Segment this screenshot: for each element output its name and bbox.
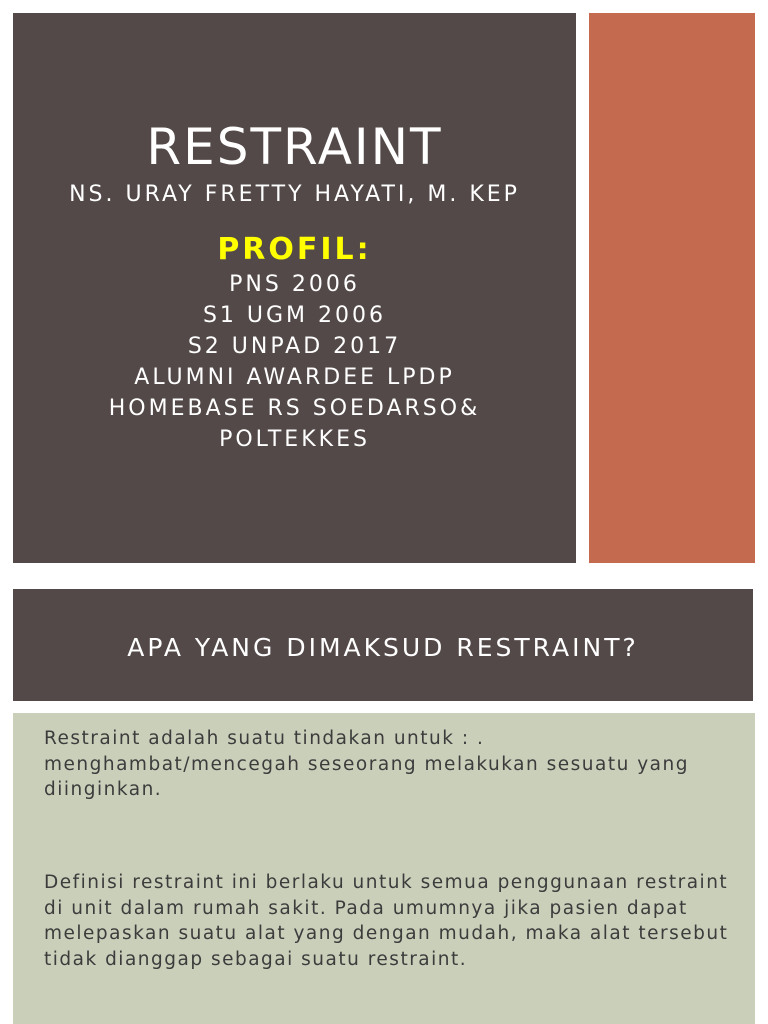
profil-heading: PROFIL:	[217, 232, 372, 267]
author-name: NS. URAY FRETTY HAYATI, M. KEP	[69, 182, 520, 207]
title-slide-panel	[13, 13, 576, 563]
profil-list	[13, 269, 576, 455]
profil-item: ALUMNI AWARDEE LPDP	[134, 365, 455, 390]
definition-paragraph: Restraint adalah suatu tindakan untuk : . menghambat/mencegah seseorang melakukan sesuatu yang diinginkan.	[44, 728, 689, 800]
slide-title: RESTRAINT	[146, 118, 443, 176]
profil-item: S2 UNPAD 2017	[187, 334, 402, 359]
accent-color-block	[589, 13, 755, 563]
profil-item: HOMEBASE RS SOEDARSO&	[108, 396, 481, 421]
profil-item: PNS 2006	[229, 272, 360, 297]
question-header-bar	[13, 589, 753, 701]
definition-content-panel	[13, 713, 755, 1024]
question-heading: APA YANG DIMAKSUD RESTRAINT?	[127, 633, 639, 662]
definition-paragraph: Definisi restraint ini berlaku untuk semua penggunaan restraint di unit dalam rumah sakit. Pada umumnya jika pasien dapat melepaskan suatu alat yang dengan mudah, maka alat tersebut tidak dianggap sebagai suatu restraint.	[44, 872, 729, 970]
profil-item: POLTEKKES	[219, 427, 370, 452]
profil-item: S1 UGM 2006	[202, 303, 387, 328]
